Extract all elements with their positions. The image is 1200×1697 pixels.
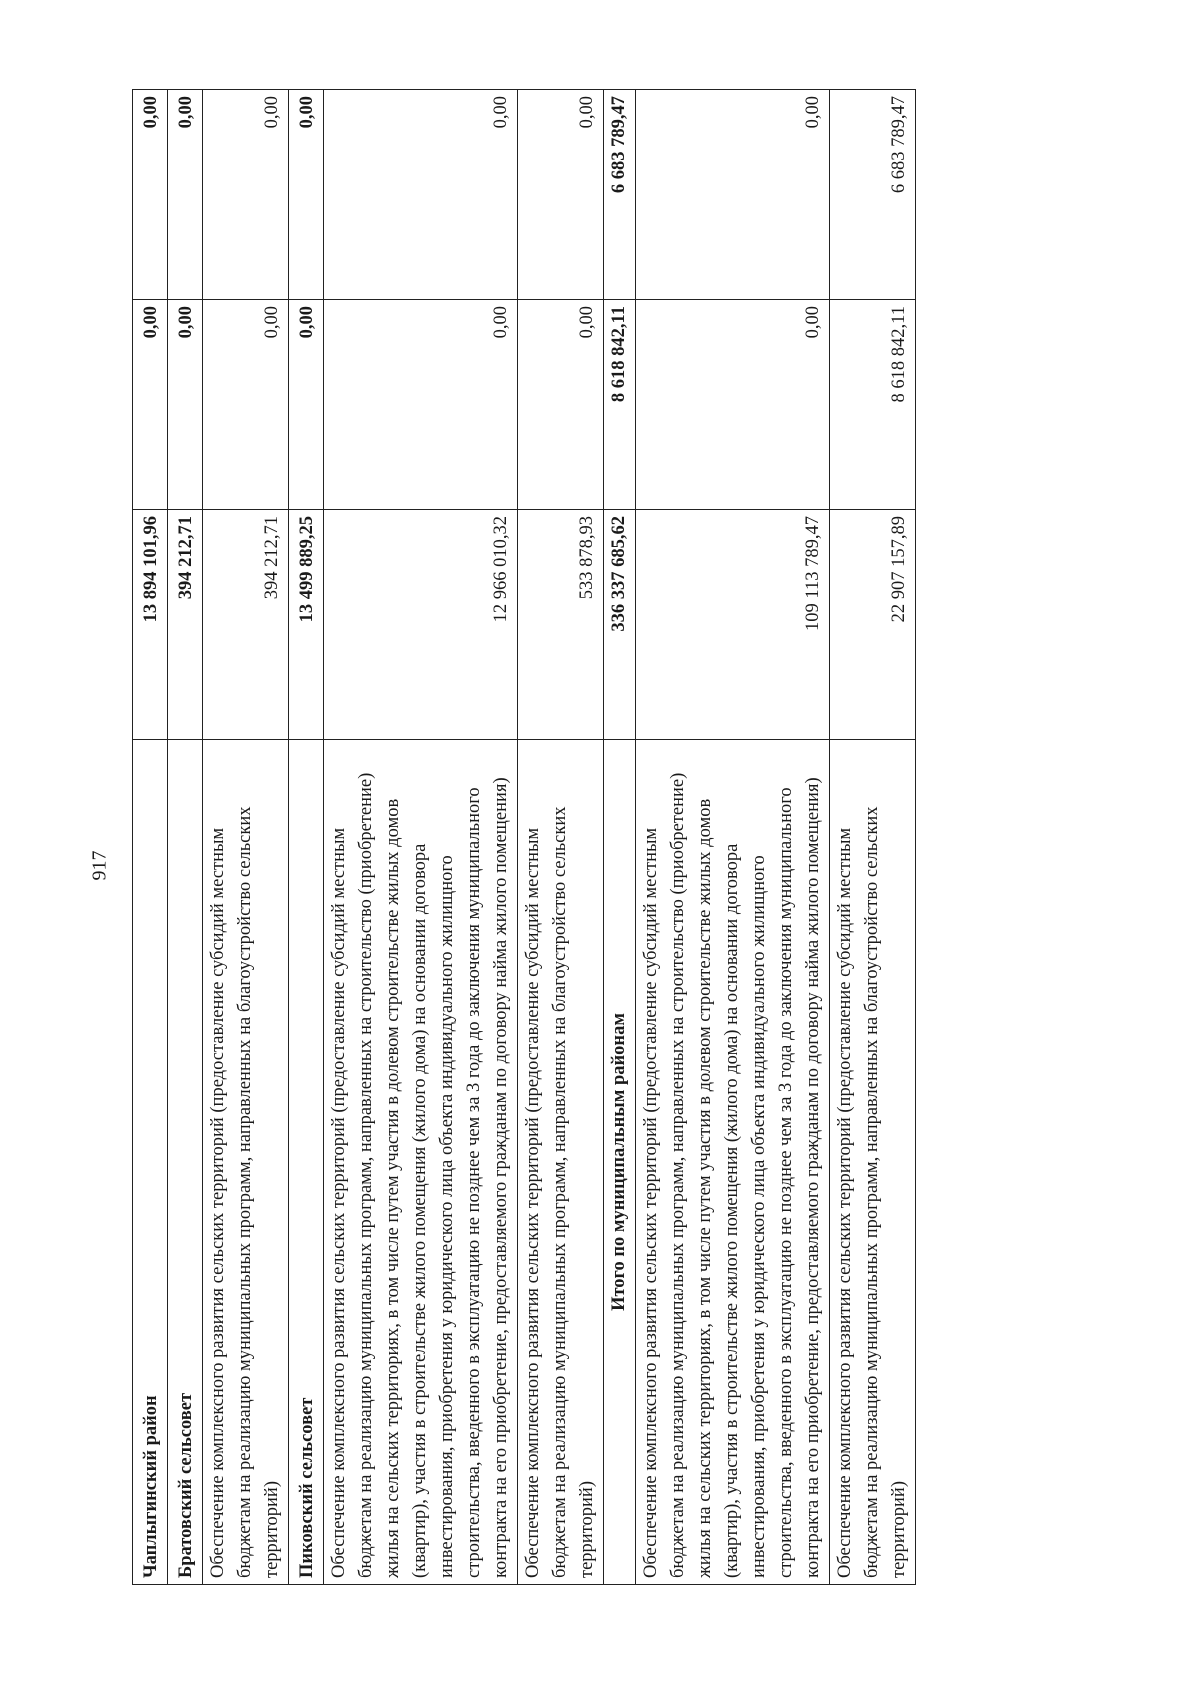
row-name-cell: Обеспечение комплексного развития сельских территорий (предоставление субсидий местным бюджетам на реализацию муниципальных программ, направленных на благоустройство сельских территорий) [830, 740, 916, 1585]
row-name-cell: Чаплыгинский район [133, 740, 168, 1585]
value-col3-cell: 6 683 789,47 [604, 90, 636, 300]
table-body [133, 90, 916, 1585]
table-row [830, 90, 916, 1585]
value-col3-cell: 0,00 [324, 90, 518, 300]
row-name-cell: Итого по муниципальным районам [604, 740, 636, 1585]
value-col3-cell: 0,00 [518, 90, 604, 300]
value-col3-cell: 0,00 [636, 90, 830, 300]
value-col2-cell: 8 618 842,11 [830, 300, 916, 510]
value-col2-cell: 0,00 [518, 300, 604, 510]
value-col2-cell: 0,00 [324, 300, 518, 510]
value-col1-cell: 336 337 685,62 [604, 510, 636, 740]
value-col2-cell: 0,00 [168, 300, 203, 510]
budget-table [132, 89, 916, 1585]
value-col2-cell: 0,00 [636, 300, 830, 510]
value-col1-cell: 22 907 157,89 [830, 510, 916, 740]
page-number: 917 [88, 850, 111, 880]
value-col2-cell: 0,00 [289, 300, 324, 510]
row-name-cell: Обеспечение комплексного развития сельских территорий (предоставление субсидий местным бюджетам на реализацию муниципальных программ, направленных на строительство (приобретение) жилья на сельских территориях, в том числе путем участия в долевом строительстве жилых домов (квартир), участия в строительстве жилого помещения (жилого дома) на основании договора инвестирования, приобретения у юридического лица объекта индивидуального жилищного строительства, введенного в эксплуатацию не позднее чем за 3 года до заключения муниципального контракта на его приобретение, предоставляемого гражданам по договору найма жилого помещения) [636, 740, 830, 1585]
table-row [168, 90, 203, 1585]
value-col3-cell: 6 683 789,47 [830, 90, 916, 300]
value-col1-cell: 394 212,71 [168, 510, 203, 740]
table-row [203, 90, 289, 1585]
value-col1-cell: 109 113 789,47 [636, 510, 830, 740]
value-col3-cell: 0,00 [133, 90, 168, 300]
value-col1-cell: 394 212,71 [203, 510, 289, 740]
value-col3-cell: 0,00 [203, 90, 289, 300]
value-col3-cell: 0,00 [289, 90, 324, 300]
table-row [324, 90, 518, 1585]
value-col2-cell: 0,00 [203, 300, 289, 510]
table-row [133, 90, 168, 1585]
table-row [518, 90, 604, 1585]
value-col1-cell: 13 894 101,96 [133, 510, 168, 740]
row-name-cell: Обеспечение комплексного развития сельских территорий (предоставление субсидий местным бюджетам на реализацию муниципальных программ, направленных на благоустройство сельских территорий) [518, 740, 604, 1585]
row-name-cell: Братовский сельсовет [168, 740, 203, 1585]
rotated-table-container [132, 90, 1074, 1585]
row-name-cell: Пиковский сельсовет [289, 740, 324, 1585]
value-col2-cell: 0,00 [133, 300, 168, 510]
table-row [636, 90, 830, 1585]
value-col3-cell: 0,00 [168, 90, 203, 300]
table-row [604, 90, 636, 1585]
value-col1-cell: 13 499 889,25 [289, 510, 324, 740]
row-name-cell: Обеспечение комплексного развития сельских территорий (предоставление субсидий местным бюджетам на реализацию муниципальных программ, направленных на строительство (приобретение) жилья на сельских территориях, в том числе путем участия в долевом строительстве жилых домов (квартир), участия в строительстве жилого помещения (жилого дома) на основании договора инвестирования, приобретения у юридического лица объекта индивидуального жилищного строительства, введенного в эксплуатацию не позднее чем за 3 года до заключения муниципального контракта на его приобретение, предоставляемого гражданам по договору найма жилого помещения) [324, 740, 518, 1585]
table-row [289, 90, 324, 1585]
value-col1-cell: 12 966 010,32 [324, 510, 518, 740]
row-name-cell: Обеспечение комплексного развития сельских территорий (предоставление субсидий местным бюджетам на реализацию муниципальных программ, направленных на благоустройство сельских территорий) [203, 740, 289, 1585]
value-col2-cell: 8 618 842,11 [604, 300, 636, 510]
value-col1-cell: 533 878,93 [518, 510, 604, 740]
